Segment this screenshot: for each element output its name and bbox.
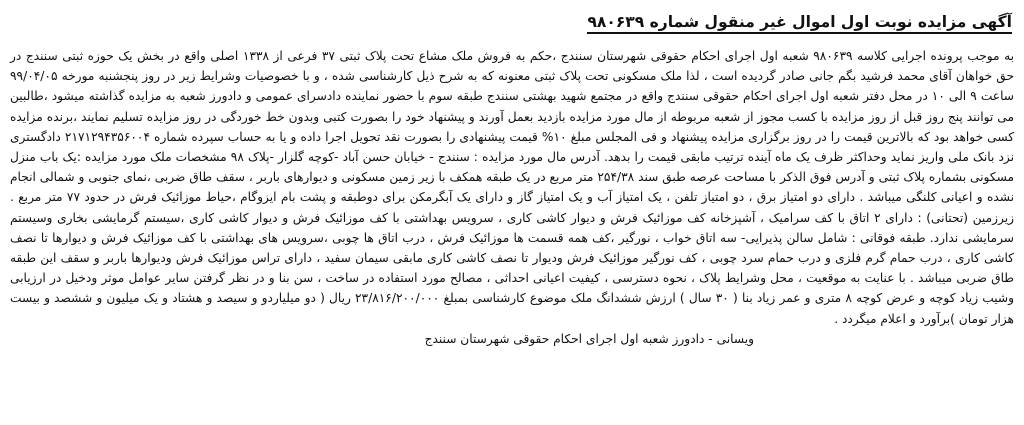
notice-signature: ویسانی - دادورز شعبه اول اجرای احکام حقوقی شهرستان سنندج [424, 331, 754, 346]
notice-body: به موجب پرونده اجرایی کلاسه ۹۸۰۶۳۹ شعبه اول اجرای احکام حقوقی شهرستان سنندج ،حکم به فروش ملک مشاع تحت پلاک ثبتی ۳۷ فرعی از ۱۳۳۸ اصلی واقع در بخش یک حوزه ثبتی سنندج در حق خواهان آقای محمد فرشید بگم جانی صادر گردیده است ، لذا ملک مسکونی تحت پلاک ثبتی معنونه که به شرح ذیل کارشناسی شده ، و با خصوصیات وشرایط زیر در روز پنجشنبه مورخه ۹۹/۰۴/۰۵ ساعت ۹ الی ۱۰ در محل دفتر شعبه اول اجرای احکام حقوقی سنندج واقع در مجتمع شهید بهشتی سنندج طبقه سوم با حضور نماینده دادسرای عمومی و دادورز شعبه به مزایده گذاشته میشود ،طالبین می توانند پنج روز قبل از روز مزایده با کسب مجوز از شعبه مربوطه از مال مورد مزایده بازدید بعمل آورند و پیشنهاد خود را بصورت کتبی وبدون خط خوردگی در روز مزایده تسلیم نمایند ،برنده مزایده کسی خواهد بود که بالاترین قیمت را در روز برگزاری مزایده پیشنهاد و فی المجلس مبلغ ۱۰% قیمت پیشنهادی را بصورت نقد تحویل اجرا داده و یا به حساب سپرده شماره ۲۱۷۱۲۹۴۳۵۶۰۰۴ دادگستری نزد بانک ملی واریز نماید وحداکثر ظرف یک ماه آینده ترتیب مابقی قیمت را بدهد. آدرس مال مورد مزایده : سنندج - خیابان حسن آباد -کوچه گلزار -پلاک ۹۸ مشخصات ملک مورد مزایده :یک باب منزل مسکونی بشماره پلاک ثبتی و آدرس فوق الذکر با مساحت عرصه طبق سند ۲۵۴/۳۸ متر مربع در یک طبقه همکف با زیر زمین مسکونی و دیوارهای باربر ، سقف طاق ضربی ،نمای جنوبی و شمالی انجام نشده و اعیانی کلنگی میباشد . دارای دو امتیاز برق ، دو امتیاز تلفن ، یک امتیاز آب و یک امتیاز گاز و دارای یک آبگرمکن برای دوطبقه و پشت بام ایزوگام ،حیاط موزائیک فرش در حدود ۷۷ متر مربع . زیرزمین (تحتانی) : دارای ۲ اتاق با کف سرامیک ، آشپزخانه کف موزائیک فرش و دیوار کاشی کاری ، سرویس بهداشتی با کف موزائیک فرش و دیوار کاشی کاری ،سیستم گرمایشی بخاری وسیستم سرمایشی ندارد. طبقه فوقانی : شامل سالن پذیرایی- سه اتاق خواب ، نورگیر ،کف همه قسمت ها موزائیک فرش ، درب اتاق ها چوبی ،سرویس های بهداشتی با کف موزائیک فرش و دیوارها تا نصف کاشی کاری ، درب حمام گرم فلزی و درب حمام سرد چوبی ، کف نورگیر موزائیک فرش ودیوار تا نصف کاشی کاری مابقی سیمان سفید ، دارای تراس موزائیک فرش ودیوارها باربر و سقف این طبقه طاق ضربی میباشد . با عنایت به موقعیت ، محل وشرایط پلاک ، نحوه دسترسی ، کیفیت اعیانی احداثی ، مصالح مورد استفاده در ساخت ، سن بنا و در نظر گرفتن سایر عوامل موثر ودخیل در ارزیابی وشیب زیاد کوچه و عرض کوچه ۸ متری و عمر زیاد بنا ( ۳۰ سال ) ارزش ششدانگ ملک موضوع کارشناسی بمبلغ ۲۳/۸۱۶/۲۰۰/۰۰۰ ریال ( دو میلیاردو و سیصد و هشتاد و یک میلیون و ششصد و بیست هزار تومان )برآورد و اعلام میگردد . [10, 49, 1015, 326]
notice-title: آگهی مزایده نوبت اول اموال غیر منقول شماره ۹۸۰۶۳۹ [587, 13, 1012, 34]
notice-header [10, 6, 1014, 40]
